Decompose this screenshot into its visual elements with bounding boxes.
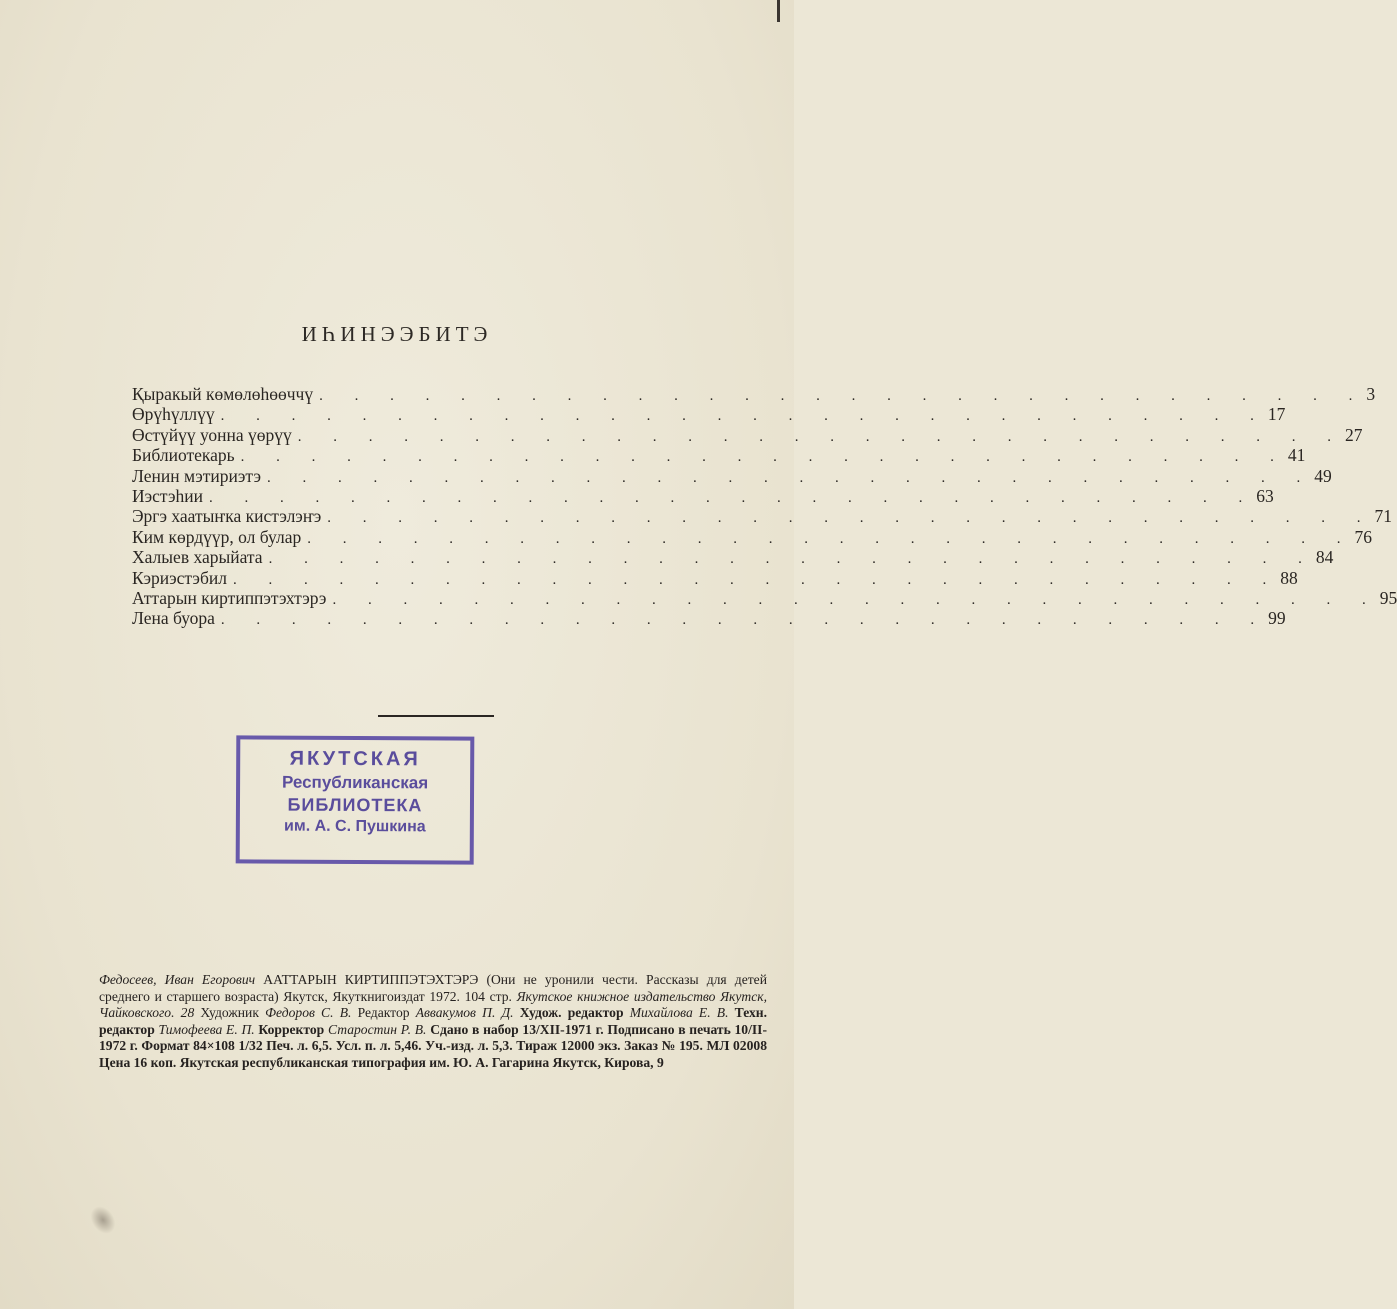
stamp-line-1: ЯКУТСКАЯ	[289, 747, 421, 771]
toc-entry-title: Иэстэһии	[132, 485, 203, 506]
toc-entry-page: 95	[1379, 587, 1397, 608]
toc-entry	[132, 567, 1298, 588]
toc-leader-dots: . . . . . . . . . . . . . . . . . . . . . . . . . . . . . .	[209, 489, 1257, 506]
toc-leader-dots: . . . . . . . . . . . . . . . . . . . . . . . . . . . . . .	[297, 428, 1345, 445]
toc-leader-dots: . . . . . . . . . . . . . . . . . . . . . . . . . . . . . .	[319, 388, 1367, 404]
toc-leader-dots: . . . . . . . . . . . . . . . . . . . . . . . . . . . . . .	[240, 449, 1288, 466]
toc-entry	[132, 424, 1363, 445]
toc-leader-dots: . . . . . . . . . . . . . . . . . . . . . . . . . . . . . .	[268, 551, 1316, 568]
imprint-author: Федосеев, Иван Егорович	[99, 972, 256, 987]
toc-entry-title: Ким көрдүүр, ол булар	[132, 526, 302, 547]
toc-entry	[132, 445, 1306, 466]
stamp-line-3: БИБЛИОТЕКА	[287, 794, 423, 816]
toc-entry-title: Қыракый көмөлөһөөччү	[132, 384, 314, 404]
library-stamp	[236, 735, 475, 864]
toc-entry	[132, 485, 1274, 506]
toc-entry	[132, 384, 1376, 404]
imprint-text: Корректор	[254, 1021, 328, 1037]
toc-entry-page: 76	[1354, 526, 1373, 547]
toc-entry	[132, 404, 1286, 425]
toc-leader-dots: . . . . . . . . . . . . . . . . . . . . . . . . . . . . . .	[220, 612, 1269, 629]
imprint-text: Редактор	[351, 1005, 416, 1021]
imprint-title: ААТТАРЫН КИРТИППЭТЭХТЭРЭ (Они не уронили чести. Рассказы для детей среднего и старшего возраста) Якутск, Якуткнигоиздат 1972. 104 стр.	[99, 972, 767, 1004]
imprint-artist: Федоров С. В.	[265, 1005, 352, 1021]
toc-entry	[132, 587, 1397, 608]
table-of-contents	[132, 384, 1397, 629]
imprint-editor: Аввакумов П. Д.	[415, 1005, 514, 1021]
imprint-text: Худож. редактор	[513, 1005, 630, 1021]
toc-entry-title: Өстүйүү уонна үөрүү	[132, 424, 292, 445]
stamp-line-2: Республиканская	[281, 772, 429, 793]
toc-entry-page: 49	[1314, 465, 1332, 486]
toc-entry-title: Өрүһүллүү	[132, 404, 215, 425]
toc-entry-page: 41	[1287, 445, 1306, 466]
toc-entry	[132, 526, 1373, 547]
toc-entry-page: 27	[1344, 424, 1363, 445]
toc-entry-title: Ленин мэтириэтэ	[132, 465, 262, 486]
page-edge-mark	[777, 0, 780, 22]
imprint-art-editor: Михайлова Е. В.	[629, 1005, 729, 1021]
imprint-text: Техн. редактор	[99, 1005, 768, 1037]
toc-entry-page: 71	[1374, 506, 1392, 527]
toc-entry-page: 17	[1267, 404, 1286, 425]
divider-rule	[378, 715, 494, 717]
paper-smudge	[85, 1201, 120, 1238]
imprint-block	[99, 972, 767, 1072]
toc-entry-page: 63	[1256, 485, 1274, 506]
toc-entry-title: Кэриэстэбил	[132, 567, 227, 588]
toc-entry-page: 88	[1280, 567, 1298, 588]
toc-entry	[132, 465, 1332, 486]
imprint-publisher: Якутское книжное издательство Якутск, Чайковского. 28	[99, 988, 768, 1021]
toc-leader-dots: . . . . . . . . . . . . . . . . . . . . . . . . . . . . . .	[327, 510, 1375, 527]
toc-leader-dots: . . . . . . . . . . . . . . . . . . . . . . . . . . . . . .	[307, 530, 1355, 547]
stamp-line-4: им. А. С. Пушкина	[284, 817, 426, 836]
toc-leader-dots: . . . . . . . . . . . . . . . . . . . . . . . . . . . . . .	[267, 469, 1315, 486]
toc-leader-dots: . . . . . . . . . . . . . . . . . . . . . . . . . . . . . .	[220, 408, 1268, 425]
toc-entry-title: Аттарын киртиппэтэхтэрэ	[132, 587, 327, 608]
toc-entry	[132, 608, 1286, 629]
toc-leader-dots: . . . . . . . . . . . . . . . . . . . . . . . . . . . . . .	[332, 591, 1380, 608]
toc-entry-title: Библиотекарь	[132, 445, 235, 466]
toc-entry-page: 3	[1366, 384, 1376, 404]
toc-entry-title: Халыев харыйата	[132, 547, 263, 568]
contents-heading: ИҺИНЭЭБИТЭ	[301, 322, 493, 346]
imprint-corrector: Старостин Р. В.	[327, 1021, 427, 1037]
toc-leader-dots: . . . . . . . . . . . . . . . . . . . . . . . . . . . . . .	[232, 571, 1281, 588]
imprint-details: Сдано в набор 13/XII-1971 г. Подписано в печать 10/II-1972 г. Формат 84×108 1/32 Печ. л. 6,5. Усл. п. л. 5,46. Уч.-изд. л. 5,3. Тираж 12000 экз. Заказ № 195. МЛ 02008 Цена 16 коп. Якутская республиканская типография им. Ю. А. Гагарина Якутск, Кирова, 9	[99, 1021, 767, 1070]
imprint-text: Художник	[194, 1005, 266, 1021]
toc-entry	[132, 547, 1334, 568]
toc-entry-title: Эргэ хаатыҥка кистэлэҥэ	[132, 506, 322, 527]
imprint-tech-editor: Тимофеева Е. П.	[158, 1021, 255, 1037]
toc-entry-page: 99	[1268, 608, 1286, 629]
toc-entry-title: Лена буора	[132, 608, 215, 629]
toc-entry	[132, 506, 1392, 527]
toc-entry-page: 84	[1315, 547, 1334, 568]
